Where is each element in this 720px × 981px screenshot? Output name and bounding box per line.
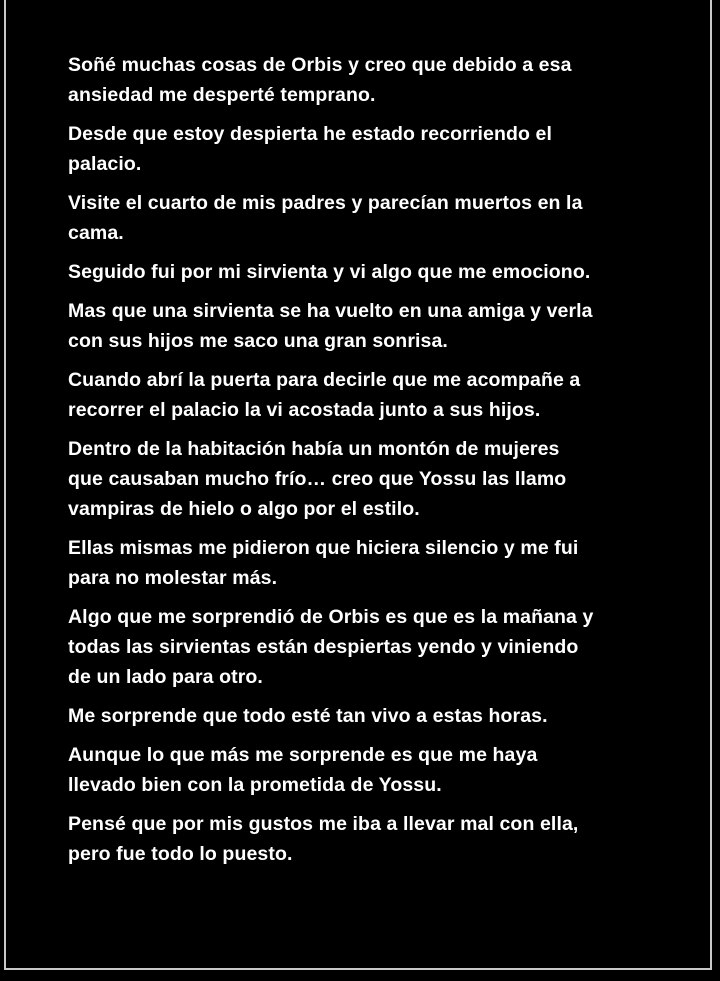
text-line: Mas que una sirvienta se ha vuelto en una amiga y verla	[68, 300, 593, 322]
paragraph	[68, 296, 664, 356]
text-line: Pensé que por mis gustos me iba a llevar mal con ella,	[68, 813, 579, 835]
text-line: Me sorprende que todo esté tan vivo a estas horas.	[68, 705, 548, 727]
text-line: que causaban mucho frío… creo que Yossu las llamo	[68, 468, 567, 490]
text-line: cama.	[68, 222, 124, 244]
paragraph	[68, 50, 664, 110]
text-line: Algo que me sorprendió de Orbis es que es la mañana y	[68, 606, 594, 628]
paragraph	[68, 602, 664, 692]
text-line: Aunque lo que más me sorprende es que me haya	[68, 744, 538, 766]
paragraph	[68, 701, 664, 731]
text-line: vampiras de hielo o algo por el estilo.	[68, 498, 420, 520]
paragraph	[68, 740, 664, 800]
text-line: Seguido fui por mi sirvienta y vi algo que me emociono.	[68, 261, 591, 283]
text-block	[68, 50, 664, 878]
text-line: ansiedad me desperté temprano.	[68, 84, 376, 106]
paragraph	[68, 533, 664, 593]
paragraph	[68, 188, 664, 248]
text-line: Cuando abrí la puerta para decirle que me acompañe a	[68, 369, 581, 391]
text-line: pero fue todo lo puesto.	[68, 843, 293, 865]
text-line: Soñé muchas cosas de Orbis y creo que debido a esa	[68, 54, 572, 76]
text-line: recorrer el palacio la vi acostada junto a sus hijos.	[68, 399, 541, 421]
paragraph	[68, 119, 664, 179]
paragraph	[68, 365, 664, 425]
text-line: Visite el cuarto de mis padres y parecían muertos en la	[68, 192, 583, 214]
text-line: de un lado para otro.	[68, 666, 263, 688]
text-line: con sus hijos me saco una gran sonrisa.	[68, 330, 448, 352]
text-line: todas las sirvientas están despiertas yendo y viniendo	[68, 636, 579, 658]
text-line: llevado bien con la prometida de Yossu.	[68, 774, 442, 796]
text-line: palacio.	[68, 153, 142, 175]
paragraph	[68, 257, 664, 287]
paragraph	[68, 434, 664, 524]
text-line: Desde que estoy despierta he estado recorriendo el	[68, 123, 552, 145]
text-line: para no molestar más.	[68, 567, 278, 589]
paragraph	[68, 809, 664, 869]
text-line: Ellas mismas me pidieron que hiciera silencio y me fui	[68, 537, 579, 559]
text-line: Dentro de la habitación había un montón de mujeres	[68, 438, 560, 460]
